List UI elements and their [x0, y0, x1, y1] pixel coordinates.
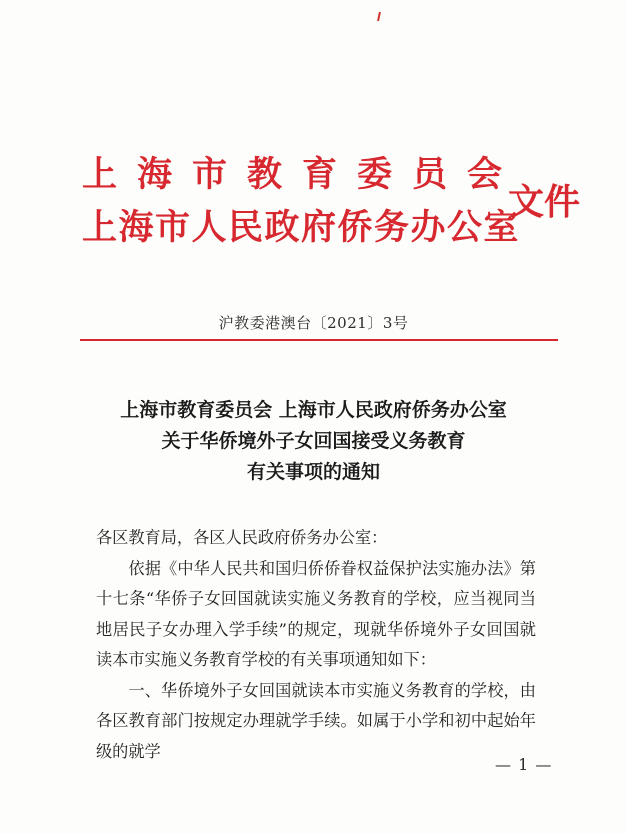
document-type-label: 文件 [508, 181, 581, 223]
page-number: — 1 — [495, 755, 553, 774]
title-line-3: 有关事项的通知 [246, 461, 380, 483]
red-divider-line [80, 339, 558, 341]
title-line-1: 上海市教育委员会 上海市人民政府侨务办公室 [120, 399, 507, 421]
body-paragraph-1: 依据《中华人民共和国归侨侨眷权益保护法实施办法》第十七条“华侨子女回国就读实施义务教育的学校，应当视同当地居民子女办理入学手续”的规定，现就华侨境外子女回国就读本市实施义务教育学校的有关事项通知如下： [96, 558, 536, 669]
document-number: 沪教委港澳台〔2021〕3号 [218, 314, 409, 332]
title-line-2: 关于华侨境外子女回国接受义务教育 [161, 430, 466, 452]
issuer-line-2: 上海市人民政府侨务办公室 [82, 207, 521, 248]
body-paragraph-2: 一、华侨境外子女回国就读本市实施义务教育的学校，由各区教育部门按规定办理就学手续。如属于小学和初中起始年级的就学 [96, 680, 536, 761]
salutation: 各区教育局，各区人民政府侨务办公室： [96, 528, 388, 547]
red-ink-mark [377, 12, 381, 21]
document-title [0, 395, 627, 488]
issuer-line-1: 上海市教育委员会 [82, 154, 523, 195]
document-body [96, 523, 536, 767]
